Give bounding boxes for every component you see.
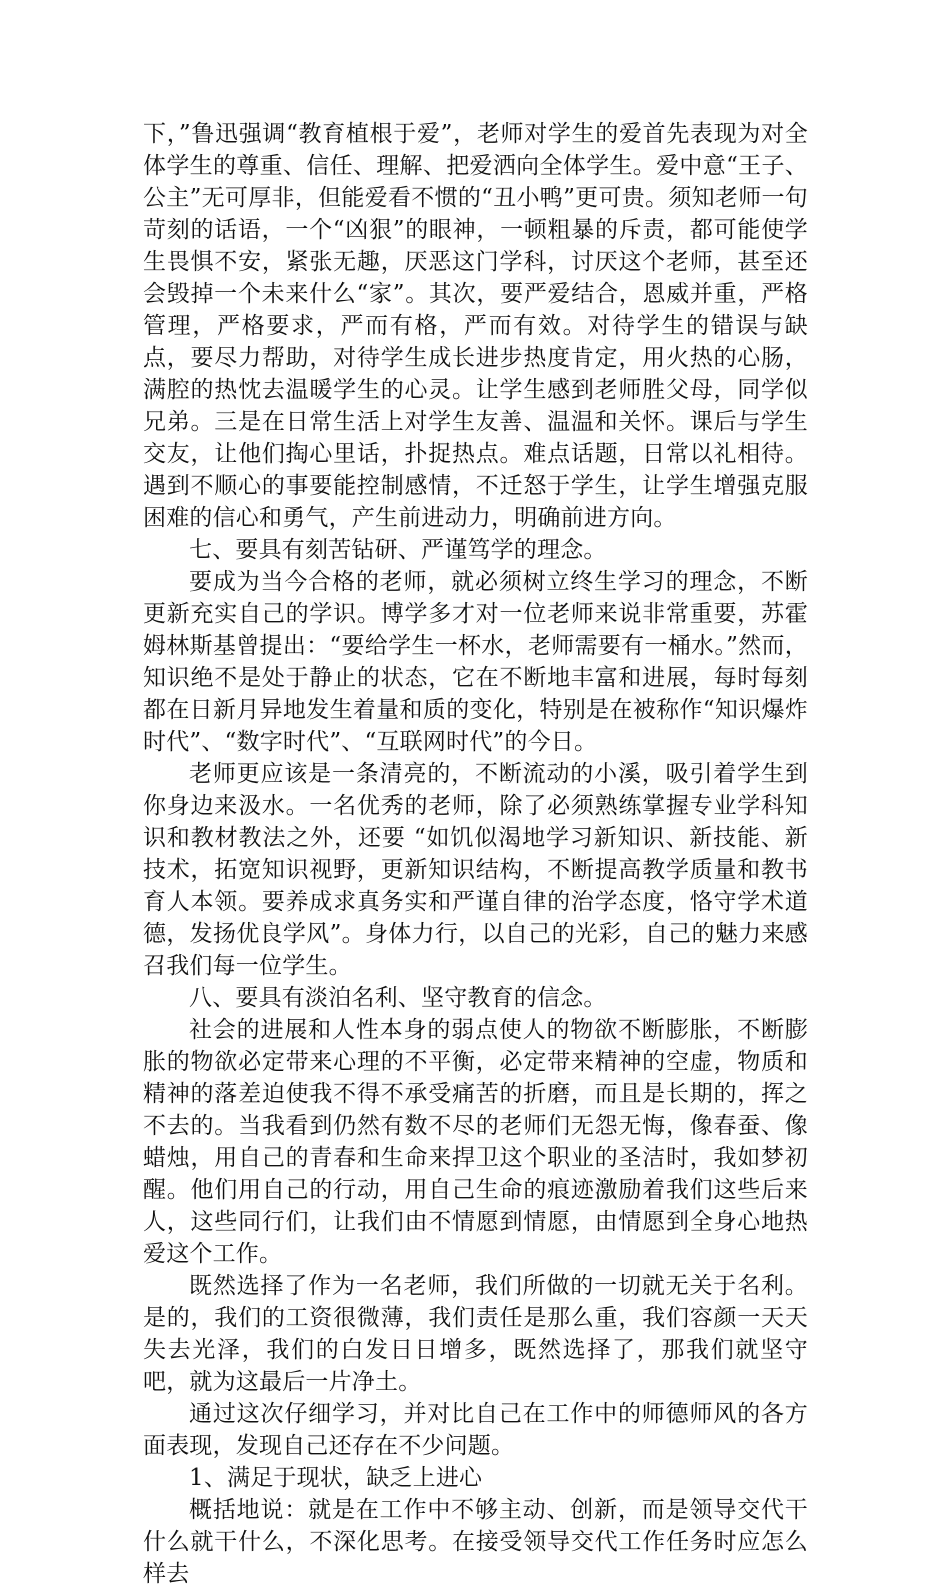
- paragraph-teacher-stream: 老师更应该是一条清亮的，不断流动的小溪，吸引着学生到你身边来汲水。一名优秀的老师，除了必须熟练掌握专业学科知识和教材教法之外，还要 “如饥似渴地学习新知识、新技能、新技术，拓宽知识视野，更新知识结构，不断提高教学质量和教书育人本领。要养成求真务实和严谨自律的治学态度，恪守学术道德，发扬优良学风”。身体力行，以自己的光彩，自己的魅力来感召我们每一位学生。: [143, 761, 808, 979]
- subheading-complacency: 1、满足于现状，缺乏上进心: [189, 1465, 483, 1491]
- document-body: [143, 118, 808, 1590]
- paragraph-social-development: 社会的进展和人性本身的弱点使人的物欲不断膨胀，不断膨胀的物欲必定带来心理的不平衡，必定带来精神的空虚，物质和精神的落差迫使我不得不承受痛苦的折磨，而且是长期的，挥之不去的。当我看到仍然有数不尽的老师们无怨无悔，像春蚕、像蜡烛，用自己的青春和生命来捍卫这个职业的圣洁时，我如梦初醒。他们用自己的行动，用自己生命的痕迹激励着我们这些后来人，这些同行们，让我们由不情愿到情愿，由情愿到全身心地热爱这个工作。: [143, 1017, 808, 1267]
- section-heading-7: 七、要具有刻苦钻研、严谨笃学的理念。: [189, 537, 607, 563]
- paragraph-choose-teacher: 既然选择了作为一名老师，我们所做的一切就无关于名利。是的，我们的工资很微薄，我们责任是那么重，我们容颜一天天失去光泽，我们的白发日日增多，既然选择了，那我们就坚守吧，就为这最后一片净土。: [143, 1273, 808, 1395]
- paragraph-continuation: 下，”鲁迅强调“教育植根于爱”，老师对学生的爱首先表现为对全体学生的尊重、信任、理解、把爱洒向全体学生。爱中意“王子、公主”无可厚非，但能爱看不惯的“丑小鸭”更可贵。须知老师一句苛刻的话语，一个“凶狠”的眼神，一顿粗暴的斥责，都可能使学生畏惧不安，紧张无趣，厌恶这门学科，讨厌这个老师，甚至还会毁掉一个未来什么“家”。其次，要严爱结合，恩威并重，严格管理，严格要求，严而有格，严而有效。对待学生的错误与缺点，要尽力帮助，对待学生成长进步热度肯定，用火热的心肠，满腔的热忱去温暖学生的心灵。让学生感到老师胜父母，同学似兄弟。三是在日常生活上对学生友善、温温和关怀。课后与学生交友，让他们掏心里话，扑捉热点。难点话题，日常以礼相待。遇到不顺心的事要能控制感情，不迁怒于学生，让学生增强克服困难的信心和勇气，产生前进动力，明确前进方向。: [143, 121, 808, 531]
- paragraph-summary: 概括地说：就是在工作中不够主动、创新，而是领导交代干什么就干什么，不深化思考。在接受领导交代工作任务时应怎么样去: [143, 1497, 808, 1587]
- section-heading-8: 八、要具有淡泊名利、坚守教育的信念。: [189, 985, 607, 1011]
- paragraph-self-review: 通过这次仔细学习，并对比自己在工作中的师德师风的各方面表现，发现自己还存在不少问题。: [143, 1401, 808, 1459]
- paragraph-lifelong-learning: 要成为当今合格的老师，就必须树立终生学习的理念，不断更新充实自己的学识。博学多才对一位老师来说非常重要，苏霍姆林斯基曾提出：“要给学生一杯水，老师需要有一桶水。”然而，知识绝不是处于静止的状态，它在不断地丰富和进展，每时每刻都在日新月异地发生着量和质的变化，特别是在被称作“知识爆炸时代”、“数字时代”、“互联网时代”的今日。: [143, 569, 808, 755]
